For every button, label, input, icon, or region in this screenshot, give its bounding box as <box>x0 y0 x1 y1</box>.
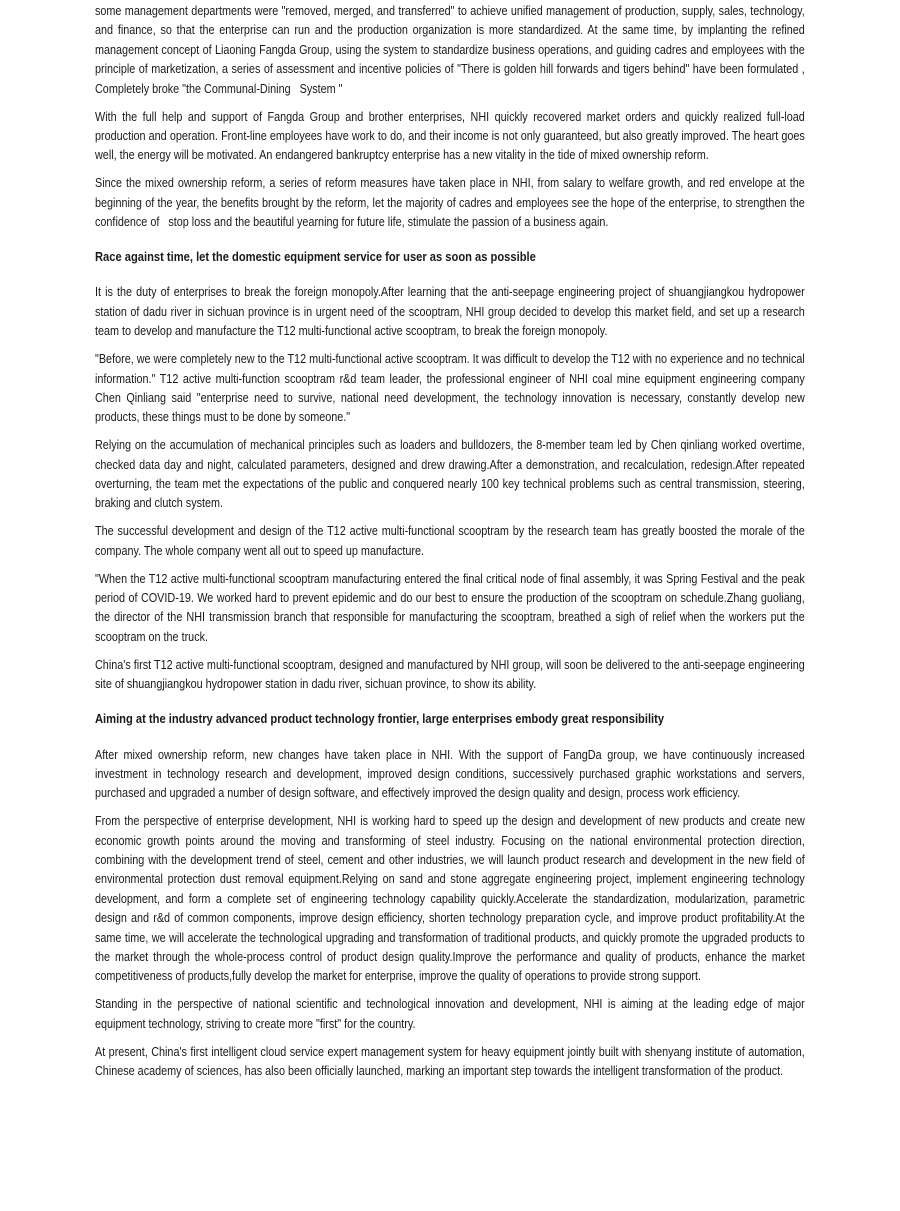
paragraph: The successful development and design of the T12 active multi-functional scooptram by the research team has greatly boosted the morale of the company. The whole company went all out to speed up manufacture. <box>95 523 805 558</box>
section-heading-race-against-time: Race against time, let the domestic equipment service for user as soon as possible <box>95 248 536 264</box>
paragraph: China's first T12 active multi-functional scooptram, designed and manufactured by NHI group, will soon be delivered to the anti-seepage engineering site of shuangjiangkou hydropower station in dadu river, sichuan province, to show its ability. <box>95 656 805 692</box>
paragraph: some management departments were "removed, merged, and transferred" to achieve unified management of production, supply, sales, technology, and finance, so that the enterprise can run and the production organization is more standardized. At the same time, by implanting the refined management concept of Liaoning Fangda Group, using the system to standardize business operations, and guiding cadres and employees with the principle of marketization, a series of assessment and incentive policies of "There is golden hill forwards and tigers behind" have been formulated , Completely broke "the Communal-Dining System " <box>95 3 805 96</box>
paragraph: It is the duty of enterprises to break the foreign monopoly.After learning that the anti-seepage engineering project of shuangjiangkou hydropower station of dadu river in sichuan province is in urgent need of the scooptram, NHI group decided to develop this market field, and set up a research team to develop and manufacture the T12 multi-functional active scooptram, to break the foreign monopoly. <box>95 284 805 339</box>
paragraph: After mixed ownership reform, new changes have taken place in NHI. With the support of FangDa group, we have continuously increased investment in technology research and development, improved design conditions, successively purchased graphic workstations and servers, purchased and upgraded a number of design software, and effectively improved the design quality and design, process work efficiency. <box>95 746 805 801</box>
paragraph: From the perspective of enterprise development, NHI is working hard to speed up the design and development of new products and create new economic growth points around the moving and transforming of steel industry. Focusing on the national environmental protection direction, combining with the development trend of steel, cement and other industries, we will launch product research and development in the new field of environmental protection dust removal equipment.Relying on sand and stone aggregate engineering project, implement engineering technology development, and form a complete set of engineering technology capability quickly.Accelerate the standardization, modularization, parametric design and r&d of common components, improve design efficiency, shorten technology preparation cycle, and improve product profitability.At the same time, we will accelerate the technological upgrading and transformation of traditional products, and quickly promote the upgraded products to the market through the whole-process control of product design quality.Improve the performance and quality of products, enhance the market competitiveness of products,fully develop the market for enterprise, improve the quality of operations to provide strong support. <box>95 813 805 984</box>
paragraph: Standing in the perspective of national scientific and technological innovation and development, NHI is aiming at the leading edge of major equipment technology, striving to create more "first" for the country. <box>95 996 805 1031</box>
section-heading-aiming-at-industry: Aiming at the industry advanced product technology frontier, large enterprises embody great responsibility <box>95 711 665 727</box>
paragraph: Relying on the accumulation of mechanical principles such as loaders and bulldozers, the 8-member team led by Chen qinliang worked overtime, checked data day and night, calculated parameters, designed and drew drawing.After a demonstration, and recalculation, redesign.After repeated overturning, the team met the expectations of the public and conquered nearly 100 key technical problems such as central transmission, steering, braking and clutch system. <box>95 437 805 511</box>
paragraph: With the full help and support of Fangda Group and brother enterprises, NHI quickly recovered market orders and quickly realized full-load production and operation. Front-line employees have work to do, and their income is not only guaranteed, but also greatly improved. The heart goes well, the energy will be motivated. An endangered bankruptcy enterprise has a new vitality in the tide of mixed ownership reform. <box>95 108 805 163</box>
paragraph: Since the mixed ownership reform, a series of reform measures have taken place in NHI, from salary to welfare growth, and red envelope at the beginning of the year, the benefits brought by the reform, let the majority of cadres and employees see the hope of the enterprise, to strengthen the confidence of stop loss and the beautiful yearning for future life, stimulate the passion of a business again. <box>95 175 805 230</box>
paragraph: At present, China's first intelligent cloud service expert management system for heavy equipment jointly built with shenyang institute of automation, Chinese academy of sciences, has also been officially launched, marking an important step towards the intelligent transformation of the product. <box>95 1043 805 1079</box>
paragraph: "When the T12 active multi-functional scooptram manufacturing entered the final critical node of final assembly, it was Spring Festival and the peak period of COVID-19. We worked hard to prevent epidemic and do our best to ensure the production of the scooptram on schedule.Zhang guoliang, the director of the NHI transmission branch that responsible for manufacturing the scooptram, breathed a sigh of relief when the workers put the scooptram on the truck. <box>95 570 805 644</box>
paragraph: "Before, we were completely new to the T12 multi-functional active scooptram. It was difficult to develop the T12 with no experience and no technical information." T12 active multi-function scooptram r&d team leader, the professional engineer of NHI coal mine equipment engineering company Chen Qinliang said "enterprise need to survive, national need development, the technology innovation is necessary, constantly develop new products, these things must to be done by someone." <box>95 351 805 425</box>
article-body <box>95 1 805 1081</box>
